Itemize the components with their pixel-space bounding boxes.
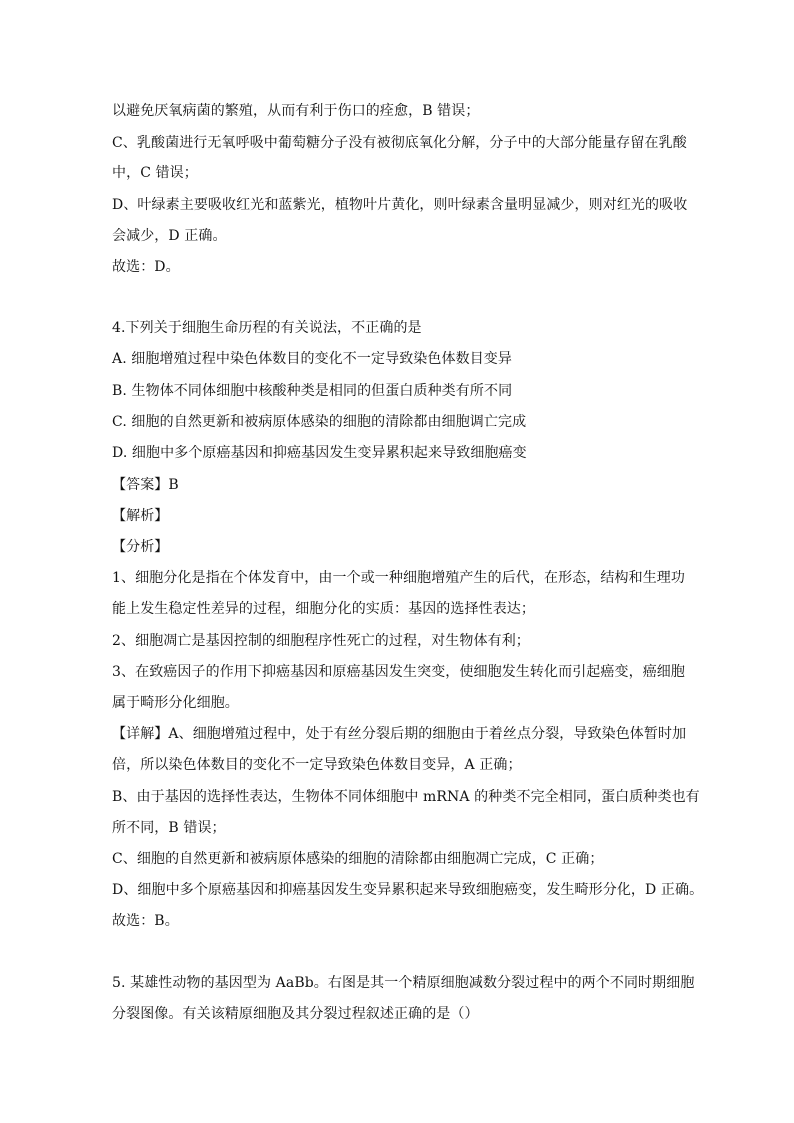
text-line-2: C、乳酸菌进行无氧呼吸中葡萄糖分子没有被彻底氧化分解，分子中的大部分能量存留在乳酸 <box>112 135 687 151</box>
text-line-17: 2、细胞凋亡是基因控制的细胞程序性死亡的过程，对生物体有利； <box>112 633 530 649</box>
analysis-heading: 【解析】 <box>112 508 169 524</box>
text-line-15: 1、细胞分化是指在个体发育中，由一个或一种细胞增殖产生的后代，在形态，结构和生理功 <box>112 570 686 586</box>
question-4-option-c: C. 细胞的自然更新和被病原体感染的细胞的清除都由细胞调亡完成 <box>112 414 527 430</box>
text-line-26: 故选：B。 <box>112 913 179 929</box>
text-line-18: 3、在致癌因子的作用下抑癌基因和原癌基因发生突变，使细胞发生转化而引起癌变，癌细胞 <box>112 664 686 680</box>
question-4-option-a: A. 细胞增殖过程中染色体数目的变化不一定导致染色体数目变异 <box>112 351 513 367</box>
text-line-23: 所不同，B 错误； <box>112 820 226 836</box>
question-5-stem-cont: 分裂图像。有关该精原细胞及其分裂过程叙述正确的是（） <box>112 1006 479 1022</box>
text-line-25: D、细胞中多个原癌基因和抑癌基因发生变异累积起来导致细胞癌变，发生畸形分化，D 正确。 <box>112 882 704 898</box>
text-line-4: D、叶绿素主要吸收红光和蓝紫光，植物叶片黄化，则叶绿素含量明显减少，则对红光的吸收 <box>112 197 688 213</box>
text-line-22: B、由于基因的选择性表达，生物体不同体细胞中 mRNA 的种类不完全相同，蛋白质种类也有 <box>112 789 700 805</box>
text-line-3: 中，C 错误； <box>112 165 198 181</box>
text-line-5: 会减少，D 正确。 <box>112 228 227 244</box>
text-line-16: 能上发生稳定性差异的过程，细胞分化的实质：基因的选择性表达； <box>112 601 535 617</box>
text-line-1: 以避免厌氧病菌的繁殖，从而有利于伤口的痊愈，B 错误； <box>112 103 480 119</box>
question-5-stem: 5. 某雄性动物的基因型为 AaBb。右图是其一个精原细胞减数分裂过程中的两个不同时期细胞 <box>112 975 695 991</box>
text-line-21: 倍，所以染色体数目的变化不一定导致染色体数目变异，A 正确； <box>112 757 522 773</box>
detail-heading-line: 【详解】A、细胞增殖过程中，处于有丝分裂后期的细胞由于着丝点分裂，导致染色体暂时加 <box>112 726 687 742</box>
question-4-option-d: D. 细胞中多个原癌基因和抑癌基因发生变异累积起来导致细胞癌变 <box>112 445 527 461</box>
text-line-24: C、细胞的自然更新和被病原体感染的细胞的清除都由细胞凋亡完成，C 正确； <box>112 851 604 867</box>
question-4-stem: 4.下列关于细胞生命历程的有关说法，不正确的是 <box>112 320 422 336</box>
text-line-6: 故选：D。 <box>112 259 180 275</box>
text-line-19: 属于畸形分化细胞。 <box>112 695 239 711</box>
fenxi-heading: 【分析】 <box>112 539 169 555</box>
question-4-option-b: B. 生物体不同体细胞中核酸种类是相同的但蛋白质种类有所不同 <box>112 383 513 399</box>
answer-label: 【答案】B <box>112 477 179 493</box>
